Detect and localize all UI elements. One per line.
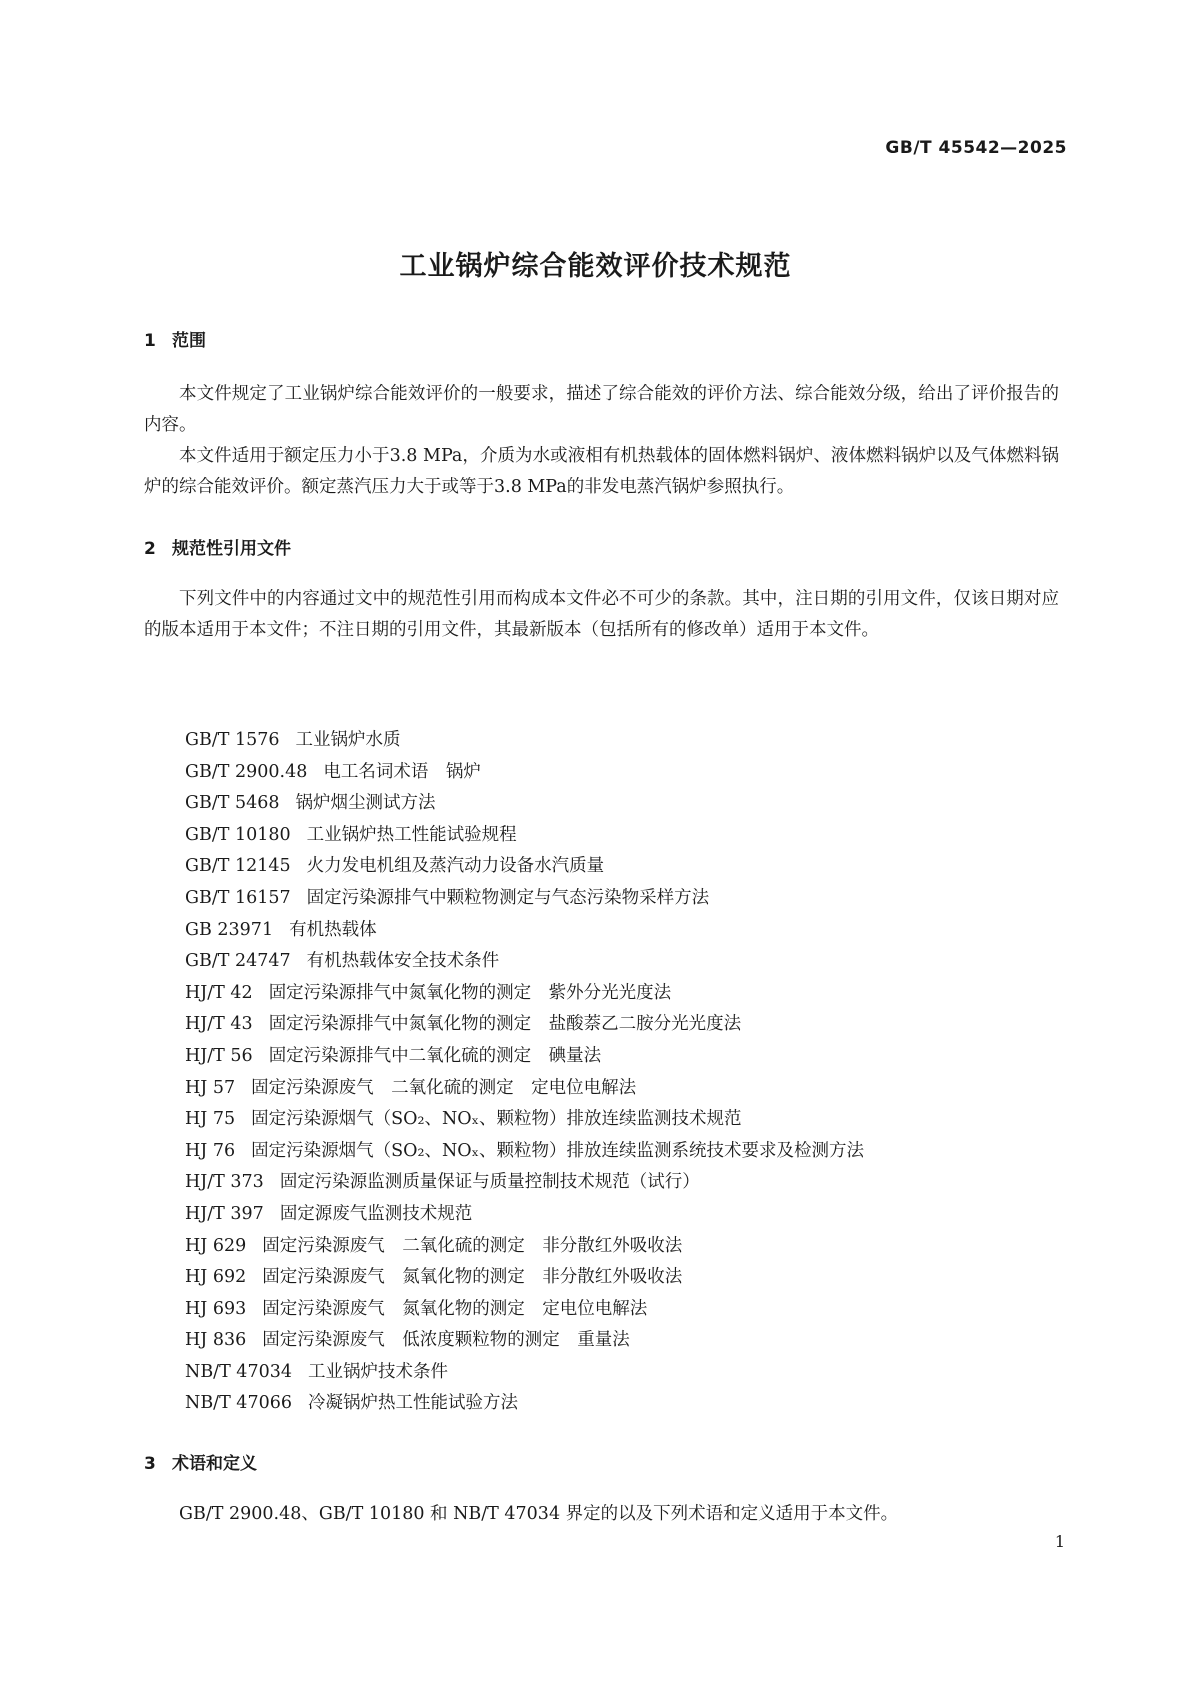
reference-title: 工业锅炉技术条件 [307, 1361, 448, 1382]
reference-item [185, 1262, 864, 1294]
reference-code: GB 23971 [185, 919, 274, 940]
section-title: 规范性引用文件 [172, 539, 291, 559]
reference-code: GB/T 5468 [185, 793, 280, 814]
section-1-heading [144, 326, 206, 351]
standard-number: GB/T 45542—2025 [885, 138, 1067, 158]
reference-item [185, 1136, 864, 1168]
section-number: 3 [144, 1454, 156, 1474]
reference-item [185, 915, 864, 947]
reference-item [185, 820, 864, 852]
reference-item [185, 1199, 864, 1231]
reference-item [185, 1009, 864, 1041]
reference-title: 固定污染源排气中氮氧化物的测定 紫外分光光度法 [268, 982, 672, 1003]
reference-item [185, 725, 864, 757]
reference-item [185, 1041, 864, 1073]
normative-references-list [185, 725, 864, 1420]
reference-code: GB/T 24747 [185, 951, 291, 972]
reference-title: 固定污染源排气中氮氧化物的测定 盐酸萘乙二胺分光光度法 [268, 1014, 742, 1035]
reference-code: GB/T 2900.48 [185, 761, 308, 782]
reference-code: GB/T 12145 [185, 856, 291, 877]
reference-code: HJ/T 373 [185, 1172, 264, 1193]
reference-title: 电工名词术语 锅炉 [323, 761, 481, 782]
reference-code: HJ/T 43 [185, 1014, 253, 1035]
reference-title: 固定污染源排气中二氧化硫的测定 碘量法 [268, 1045, 602, 1066]
reference-title: 工业锅炉水质 [295, 730, 401, 750]
reference-title: 冷凝锅炉热工性能试验方法 [307, 1393, 518, 1414]
reference-item [185, 757, 864, 789]
section-title: 范围 [172, 331, 206, 351]
reference-item [185, 1167, 864, 1199]
section-2-heading [144, 534, 291, 559]
reference-code: HJ/T 397 [185, 1203, 264, 1224]
reference-title: 有机热载体安全技术条件 [306, 951, 500, 972]
scope-paragraph-1: 本文件规定了工业锅炉综合能效评价的一般要求，描述了综合能效的评价方法、综合能效分级，给出了评价报告的内容。 [144, 384, 1059, 435]
reference-code: HJ 75 [185, 1109, 236, 1130]
reference-item [185, 1325, 864, 1357]
reference-title: 固定污染源排气中颗粒物测定与气态污染物采样方法 [306, 887, 710, 908]
reference-item [185, 1231, 864, 1263]
reference-title: 固定污染源监测质量保证与质量控制技术规范（试行） [279, 1172, 700, 1193]
reference-item [185, 946, 864, 978]
section-3-heading [144, 1449, 257, 1474]
reference-code: HJ 836 [185, 1330, 247, 1351]
reference-title: 固定污染源废气 二氧化硫的测定 非分散红外吸收法 [262, 1235, 683, 1256]
reference-title: 固定污染源烟气（SO₂、NOₓ、颗粒物）排放连续监测系统技术要求及检测方法 [251, 1140, 865, 1161]
reference-code: HJ 692 [185, 1267, 247, 1288]
reference-title: 有机热载体 [289, 919, 377, 940]
reference-title: 固定源废气监测技术规范 [279, 1203, 473, 1224]
reference-title: 固定污染源烟气（SO₂、NOₓ、颗粒物）排放连续监测技术规范 [251, 1109, 742, 1130]
reference-code: NB/T 47034 [185, 1361, 292, 1382]
document-title: 工业锅炉综合能效评价技术规范 [399, 251, 792, 282]
reference-code: NB/T 47066 [185, 1393, 292, 1414]
reference-code: GB/T 10180 [185, 824, 291, 845]
page-number: 1 [1054, 1532, 1065, 1551]
reference-title: 固定污染源废气 二氧化硫的测定 定电位电解法 [251, 1077, 637, 1098]
reference-code: HJ 693 [185, 1298, 247, 1319]
reference-title: 固定污染源废气 氮氧化物的测定 非分散红外吸收法 [262, 1267, 683, 1288]
reference-code: GB/T 1576 [185, 730, 280, 750]
section-number: 1 [144, 331, 156, 351]
reference-code: HJ/T 42 [185, 982, 253, 1003]
reference-title: 火力发电机组及蒸汽动力设备水汽质量 [306, 856, 605, 877]
reference-title: 固定污染源废气 低浓度颗粒物的测定 重量法 [262, 1330, 630, 1351]
reference-code: HJ 57 [185, 1077, 236, 1098]
reference-item [185, 788, 864, 820]
terms-intro: GB/T 2900.48、GB/T 10180 和 NB/T 47034 界定的以及下列术语和定义适用于本文件。 [179, 1504, 899, 1524]
reference-title: 工业锅炉热工性能试验规程 [306, 824, 517, 845]
reference-code: GB/T 16157 [185, 887, 291, 908]
section-title: 术语和定义 [172, 1454, 257, 1474]
reference-item [185, 978, 864, 1010]
reference-title: 锅炉烟尘测试方法 [295, 793, 436, 814]
reference-item [185, 1388, 864, 1420]
reference-code: HJ/T 56 [185, 1045, 253, 1066]
scope-paragraph-2: 本文件适用于额定压力小于3.8 MPa，介质为水或液相有机热载体的固体燃料锅炉、液体燃料锅炉以及气体燃料锅炉的综合能效评价。额定蒸汽压力大于或等于3.8 MPa的非发电蒸汽锅炉参照执行。 [144, 446, 1059, 497]
reference-item [185, 851, 864, 883]
reference-item [185, 1104, 864, 1136]
section-number: 2 [144, 539, 156, 559]
reference-item [185, 1073, 864, 1105]
reference-item [185, 883, 864, 915]
reference-code: HJ 76 [185, 1140, 236, 1161]
reference-title: 固定污染源废气 氮氧化物的测定 定电位电解法 [262, 1298, 648, 1319]
reference-code: HJ 629 [185, 1235, 247, 1256]
reference-item [185, 1357, 864, 1389]
references-intro: 下列文件中的内容通过文中的规范性引用而构成本文件必不可少的条款。其中，注日期的引用文件，仅该日期对应的版本适用于本文件；不注日期的引用文件，其最新版本（包括所有的修改单）适用于本文件。 [144, 589, 1059, 640]
reference-item [185, 1294, 864, 1326]
